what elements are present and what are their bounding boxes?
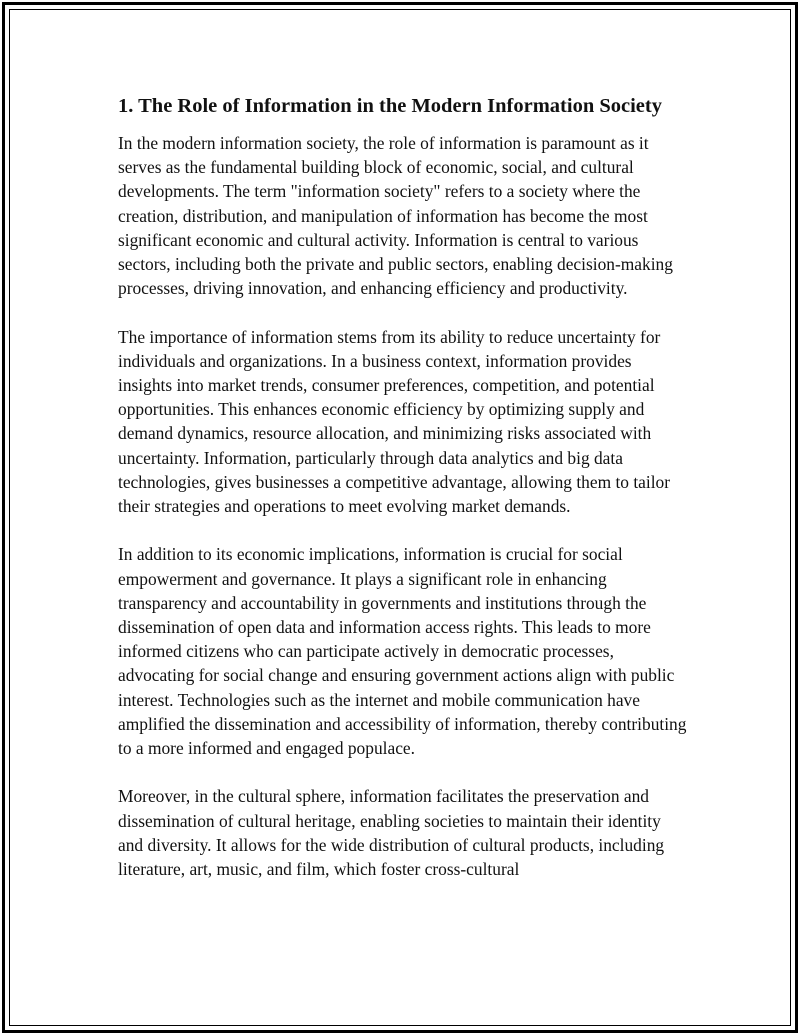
paragraph-3: In addition to its economic implications, information is crucial for social empowerment and governance. It plays a significant role in enhancing transparency and accountability in governments and institutions through the dissemination of open data and information access rights. This leads to more informed citizens who can participate actively in democratic processes, advocating for social change and ensuring government actions align with public interest. Technologies such as the internet and mobile communication have amplified the dissemination and accessibility of information, thereby contributing to a more informed and engaged populace. — [118, 544, 687, 759]
section-heading: 1. The Role of Information in the Modern Information Society — [118, 95, 662, 117]
document-body — [118, 93, 688, 905]
paragraph-4: Moreover, in the cultural sphere, information facilitates the preservation and dissemination of cultural heritage, enabling societies to maintain their identity and diversity. It allows for the wide distribution of cultural products, including literature, art, music, and film, which foster cross-cultural — [118, 786, 665, 880]
paragraph-2: The importance of information stems from its ability to reduce uncertainty for individuals and organizations. In a business context, information provides insights into market trends, consumer preferences, competition, and potential opportunities. This enhances economic efficiency by optimizing supply and demand dynamics, resource allocation, and minimizing risks associated with uncertainty. Information, particularly through data analytics and big data technologies, gives businesses a competitive advantage, allowing them to tailor their strategies and operations to meet evolving market demands. — [118, 326, 671, 517]
paragraph-1: In the modern information society, the role of information is paramount as it serves as the fundamental building block of economic, social, and cultural developments. The term "information society" refers to a society where the creation, distribution, and manipulation of information has become the most significant economic and cultural activity. Information is central to various sectors, including both the private and public sectors, enabling decision-making processes, driving innovation, and enhancing efficiency and productivity. — [118, 133, 673, 299]
